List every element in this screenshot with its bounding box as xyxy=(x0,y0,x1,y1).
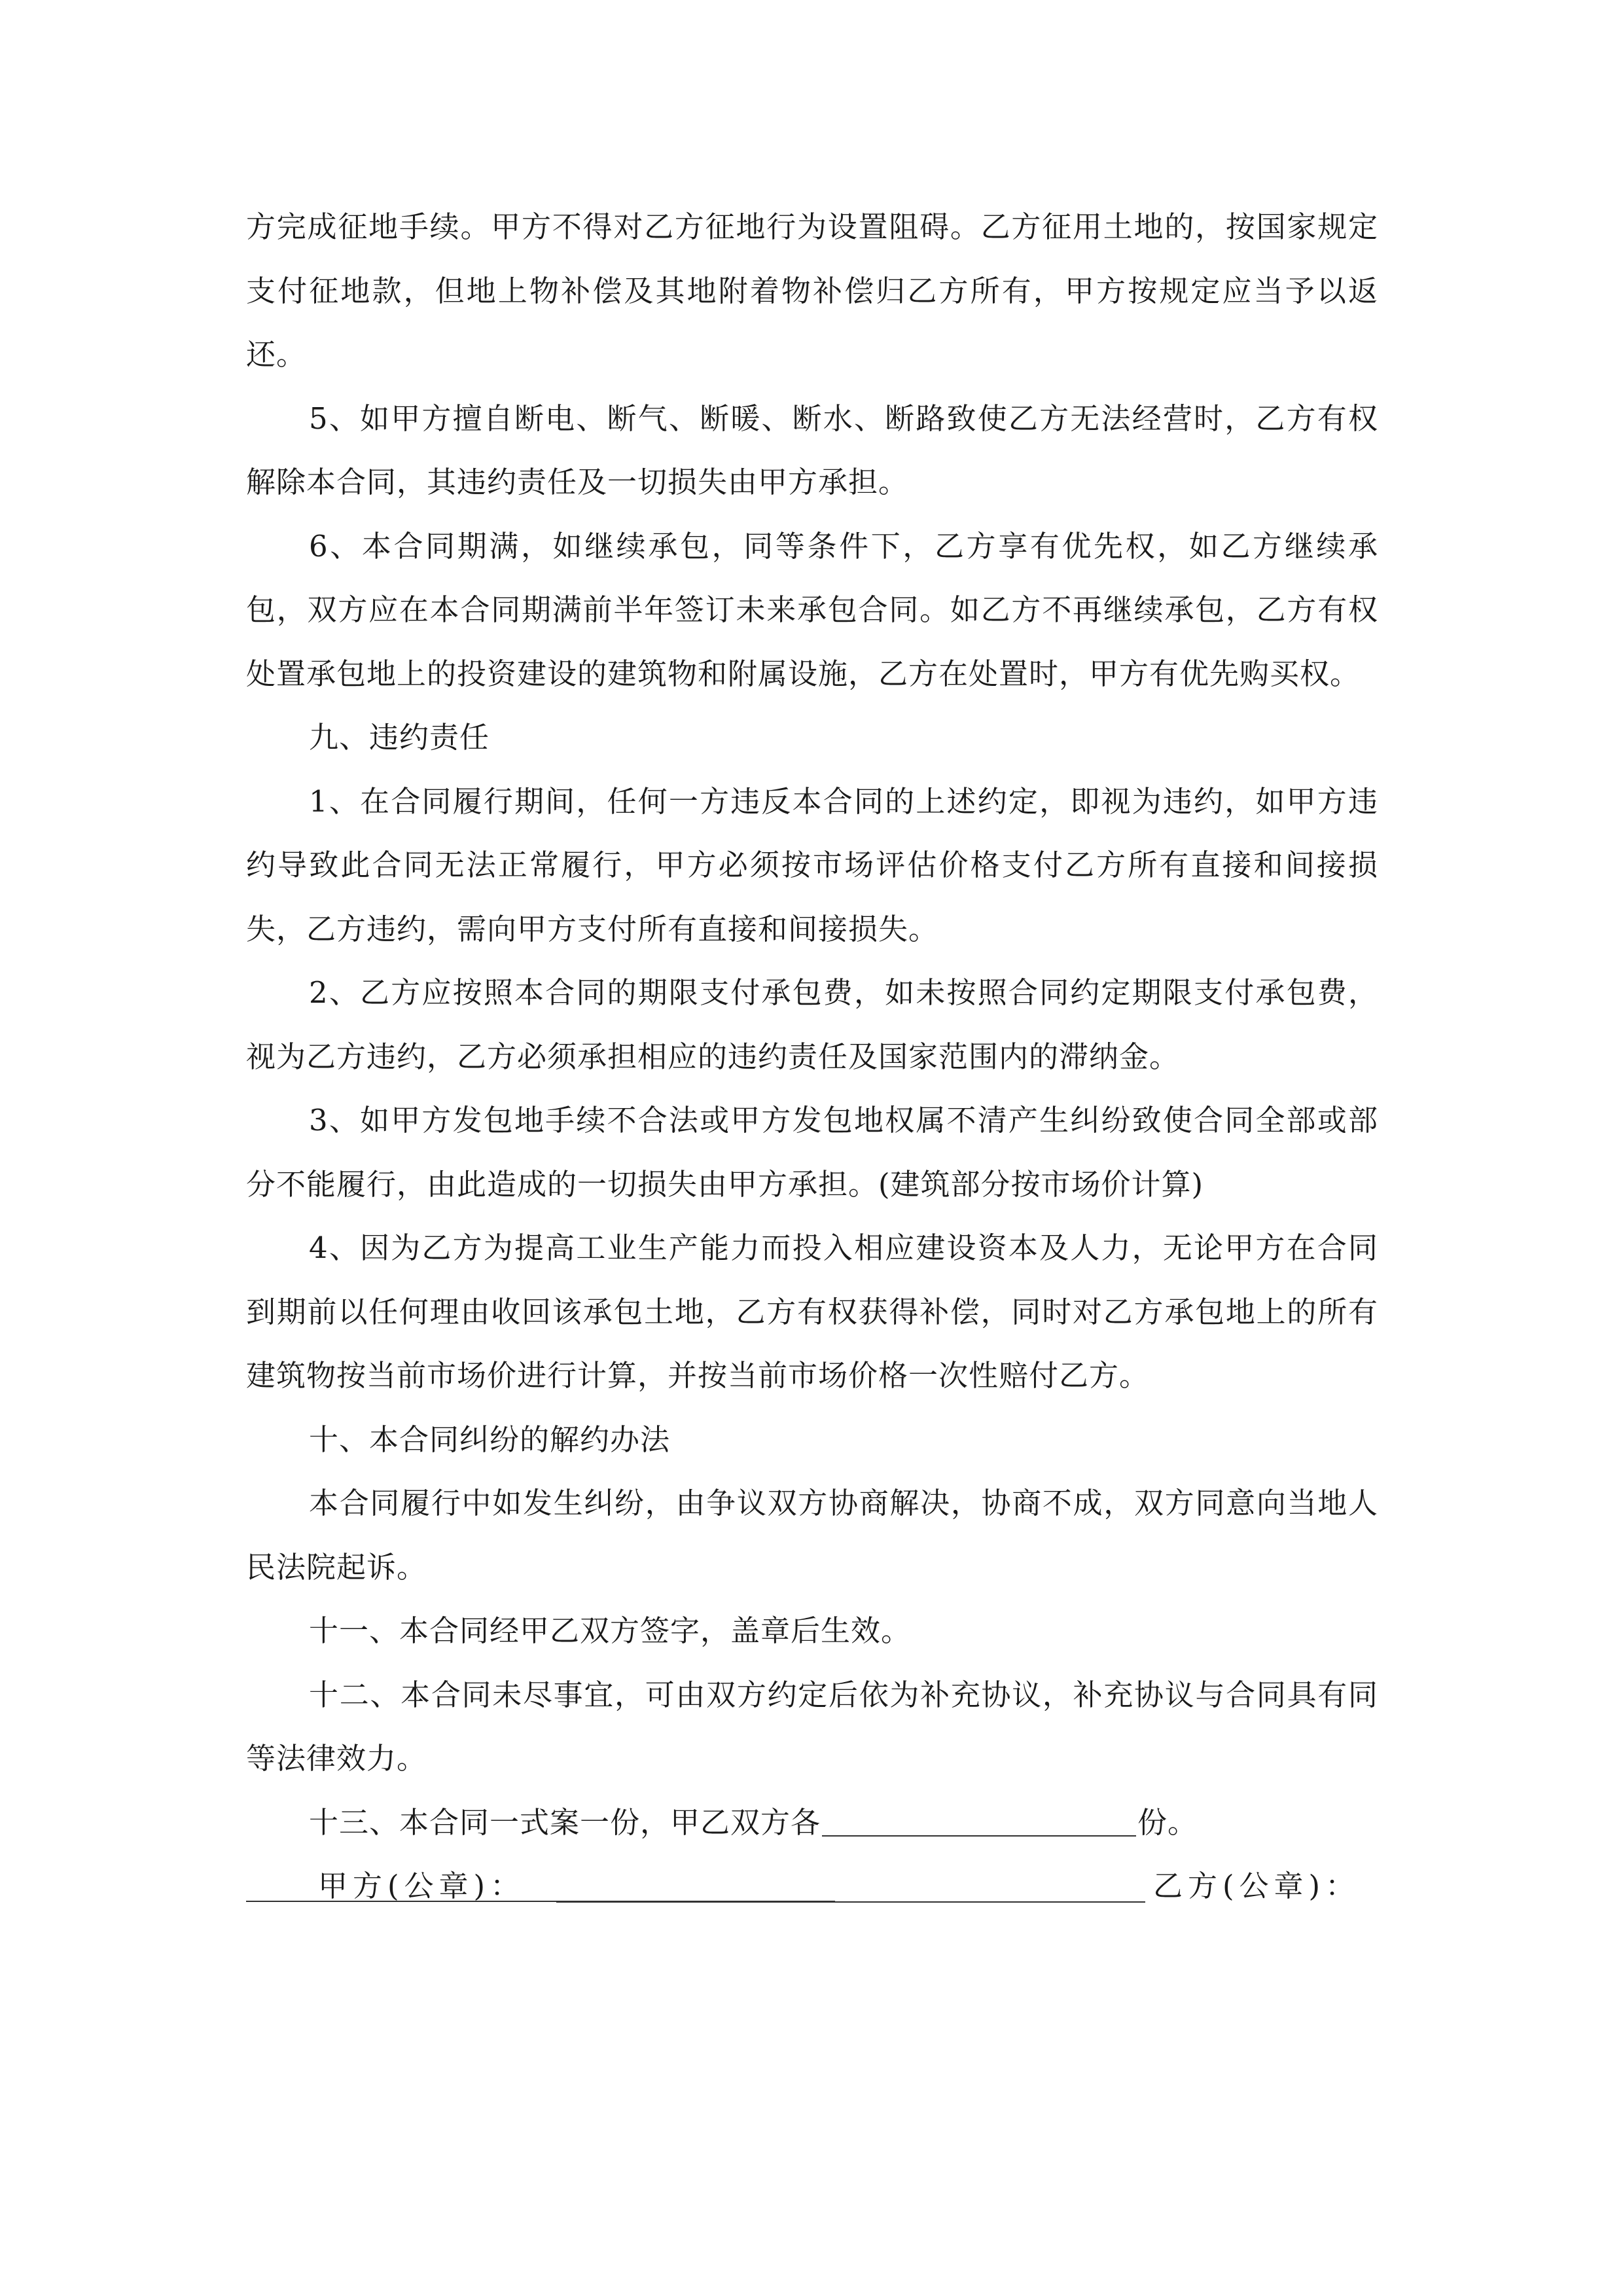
copies-text-before: 十三、本合同一式案一份，甲乙双方各 xyxy=(309,1804,821,1840)
paragraph-6: 3、如甲方发包地手续不合法或甲方发包地权属不清产生纠纷致使合同全部或部分不能履行，由此造成的一切损失由甲方承担。(建筑部分按市场价计算) xyxy=(246,1103,1378,1202)
paragraph-1: 5、如甲方擅自断电、断气、断暖、断水、断路致使乙方无法经营时，乙方有权解除本合同，其违约责任及一切损失由甲方承担。 xyxy=(246,401,1378,499)
party-b-seal-label: 乙方(公章)： xyxy=(1153,1869,1361,1903)
copies-text-after: 份。 xyxy=(1137,1804,1198,1840)
paragraph-5: 2、乙方应按照本合同的期限支付承包费，如未按照合同约定期限支付承包费，视为乙方违约，乙方必须承担相应的违约责任及国家范围内的滞纳金。 xyxy=(246,975,1378,1074)
paragraph-0: 方完成征地手续。甲方不得对乙方征地行为设置阻碍。乙方征用土地的，按国家规定支付征地款，但地上物补偿及其地附着物补偿归乙方所有，甲方按规定应当予以返还。 xyxy=(246,209,1378,372)
paragraph-7: 4、因为乙方为提高工业生产能力而投入相应建设资本及人力，无论甲方在合同到期前以任何理由收回该承包土地，乙方有权获得补偿，同时对乙方承包地上的所有建筑物按当前市场价进行计算，并按当前市场价格一次性赔付乙方。 xyxy=(246,1230,1378,1393)
paragraph-4: 1、在合同履行期间，任何一方违反本合同的上述约定，即视为违约，如甲方违约导致此合同无法正常履行，甲方必须按市场评估价格支付乙方所有直接和间接损失，乙方违约，需向甲方支付所有直接和间接损失。 xyxy=(246,783,1378,946)
contract-body xyxy=(246,195,1378,1918)
section-heading-dispute: 十、本合同纠纷的解约办法 xyxy=(309,1422,671,1457)
copies-blank-line[interactable] xyxy=(822,1806,1136,1837)
paragraph-10: 十一、本合同经甲乙双方签字，盖章后生效。 xyxy=(309,1613,912,1648)
copies-clause xyxy=(246,1791,1378,1855)
party-b-signature-line[interactable] xyxy=(246,1901,835,1902)
paragraph-11: 十二、本合同未尽事宜，可由双方约定后依为补充协议，补充协议与合同具有同等法律效力。 xyxy=(246,1677,1378,1776)
paragraph-9: 本合同履行中如发生纠纷，由争议双方协商解决，协商不成，双方同意向当地人民法院起诉。 xyxy=(246,1486,1378,1585)
paragraph-2: 6、本合同期满，如继续承包，同等条件下，乙方享有优先权，如乙方继续承包，双方应在本合同期满前半年签订未来承包合同。如乙方不再继续承包，乙方有权处置承包地上的投资建设的建筑物和附属设施，乙方在处置时，甲方有优先购买权。 xyxy=(246,528,1378,691)
party-a-seal-label: 甲方(公章)： xyxy=(318,1869,526,1903)
signature-row xyxy=(246,1854,1378,1918)
section-heading-breach: 九、违约责任 xyxy=(309,720,490,755)
